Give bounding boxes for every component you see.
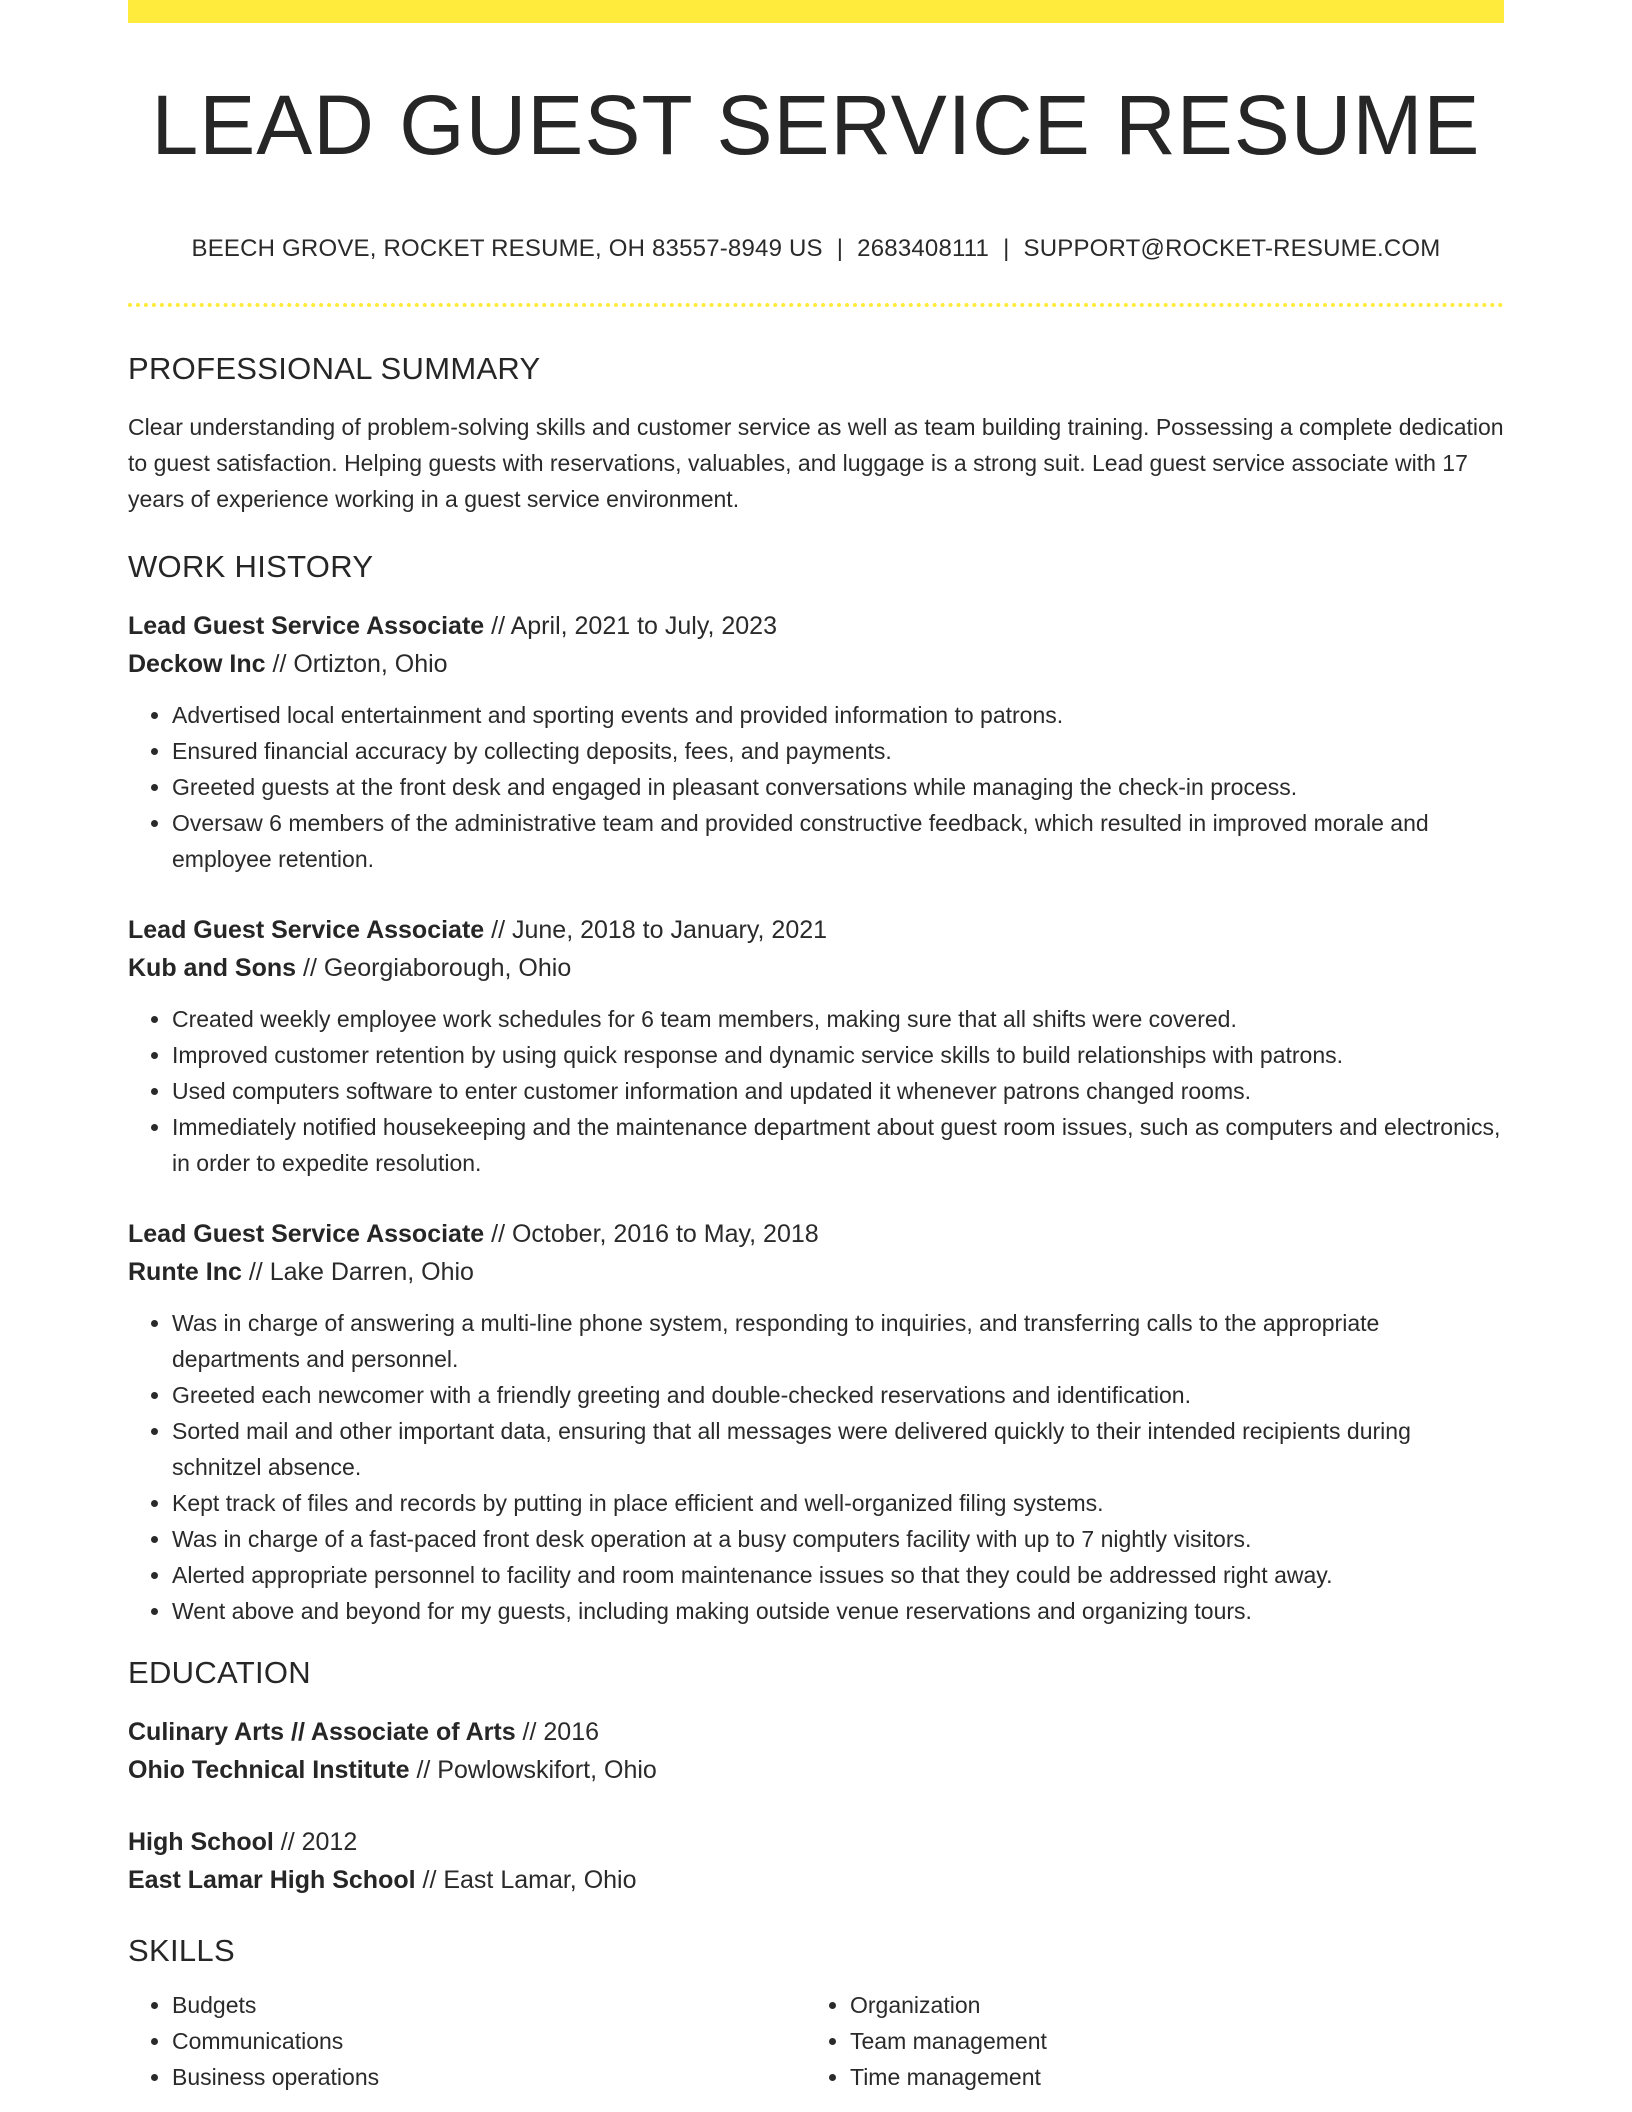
resume-page: [128, 0, 1504, 2095]
education-location: // Powlowskifort, Ohio: [409, 1756, 657, 1784]
contact-separator: |: [1003, 235, 1010, 262]
skills-grid: [128, 1987, 1504, 2095]
job-title-line: [128, 1215, 1504, 1253]
skills-heading: SKILLS: [128, 1933, 235, 1968]
job-dates: // June, 2018 to January, 2021: [484, 916, 828, 944]
job-title: Lead Guest Service Associate: [128, 916, 485, 944]
job-company-line: [128, 949, 1504, 987]
job-entry: [128, 607, 1504, 877]
job-company: Deckow Inc: [128, 650, 266, 678]
job-title-line: [128, 607, 1504, 645]
job-bullet: • Alerted appropriate personnel to facility and room maintenance issues so that they could be addressed right away.: [172, 1557, 1504, 1593]
job-bullet: • Sorted mail and other important data, ensuring that all messages were delivered quickly to their intended recipients during schnitzel absence.: [172, 1413, 1504, 1485]
job-title-line: [128, 911, 1504, 949]
job-bullets: [128, 1305, 1504, 1629]
education-degree: High School: [128, 1828, 274, 1856]
job-bullets: [128, 1001, 1504, 1181]
job-bullet: • Kept track of files and records by putting in place efficient and well-organized filing systems.: [172, 1485, 1504, 1521]
job-bullet: • Used computers software to enter customer information and updated it whenever patrons changed rooms.: [172, 1073, 1504, 1109]
job-location: // Lake Darren, Ohio: [241, 1258, 474, 1286]
job-bullet: • Improved customer retention by using quick response and dynamic service skills to build relationships with patrons.: [172, 1037, 1504, 1073]
skill-item: • Organization: [850, 1987, 1484, 2023]
work-history-heading: WORK HISTORY: [128, 549, 374, 584]
job-bullet: • Advertised local entertainment and sporting events and provided information to patrons.: [172, 697, 1504, 733]
skill-item: • Budgets: [172, 1987, 806, 2023]
contact-separator: |: [836, 235, 844, 262]
skill-item: • Team management: [850, 2023, 1484, 2059]
job-company-line: [128, 645, 1504, 683]
job-bullet: • Went above and beyond for my guests, including making outside venue reservations and organizing tours.: [172, 1593, 1504, 1629]
job-title: Lead Guest Service Associate: [128, 612, 485, 640]
job-location: // Ortizton, Ohio: [265, 650, 448, 678]
job-bullet: • Greeted each newcomer with a friendly greeting and double-checked reservations and identification.: [172, 1377, 1504, 1413]
education-school-line: [128, 1861, 1504, 1899]
job-bullet: • Created weekly employee work schedules for 6 team members, making sure that all shifts were covered.: [172, 1001, 1504, 1037]
job-bullet: • Greeted guests at the front desk and engaged in pleasant conversations while managing the check-in process.: [172, 769, 1504, 805]
skills-column-right: [806, 1987, 1484, 2095]
resume-title: LEAD GUEST SERVICE RESUME: [151, 78, 1481, 172]
skill-item: • Business operations: [172, 2059, 806, 2095]
job-entry: [128, 911, 1504, 1181]
contact-phone: 2683408111: [857, 235, 990, 262]
education-school: East Lamar High School: [128, 1866, 416, 1894]
job-bullet: • Was in charge of answering a multi-line phone system, responding to inquiries, and transferring calls to the appropriate departments and personnel.: [172, 1305, 1504, 1377]
contact-address: BEECH GROVE, ROCKET RESUME, OH 83557-8949 US: [191, 235, 823, 262]
accent-top-bar: [128, 0, 1504, 23]
education-heading: EDUCATION: [128, 1655, 311, 1690]
job-location: // Georgiaborough, Ohio: [296, 954, 572, 982]
education-entry: [128, 1713, 1504, 1789]
job-bullets: [128, 697, 1504, 877]
summary-heading: PROFESSIONAL SUMMARY: [128, 351, 541, 386]
job-company: Runte Inc: [128, 1258, 242, 1286]
job-bullet: • Oversaw 6 members of the administrative team and provided constructive feedback, which resulted in improved morale and employee retention.: [172, 805, 1504, 877]
summary-text: Clear understanding of problem-solving skills and customer service as well as team building training. Possessing a complete dedication to guest satisfaction. Helping guests with reservations, valuables, and luggage is a strong suit. Lead guest service associate with 17 years of experience working in a guest service environment.: [128, 414, 1504, 512]
job-dates: // April, 2021 to July, 2023: [484, 612, 777, 640]
education-degree-line: [128, 1713, 1504, 1751]
job-bullet: • Immediately notified housekeeping and the maintenance department about guest room issues, such as computers and electronics, in order to expedite resolution.: [172, 1109, 1504, 1181]
contact-line: [128, 235, 1504, 263]
education-school-line: [128, 1751, 1504, 1789]
job-dates: // October, 2016 to May, 2018: [484, 1220, 819, 1248]
job-company-line: [128, 1253, 1504, 1291]
job-bullet: • Ensured financial accuracy by collecting deposits, fees, and payments.: [172, 733, 1504, 769]
skill-item: • Communications: [172, 2023, 806, 2059]
education-year: // 2012: [273, 1828, 358, 1856]
contact-email: SUPPORT@ROCKET-RESUME.COM: [1023, 235, 1441, 262]
education-location: // East Lamar, Ohio: [415, 1866, 637, 1894]
job-title: Lead Guest Service Associate: [128, 1220, 485, 1248]
education-degree: Culinary Arts // Associate of Arts: [128, 1718, 516, 1746]
dotted-divider: [128, 303, 1504, 307]
education-entry: [128, 1823, 1504, 1899]
education-school: Ohio Technical Institute: [128, 1756, 410, 1784]
job-bullet: • Was in charge of a fast-paced front desk operation at a busy computers facility with up to 7 nightly visitors.: [172, 1521, 1504, 1557]
education-year: // 2016: [515, 1718, 600, 1746]
job-company: Kub and Sons: [128, 954, 297, 982]
skill-item: • Time management: [850, 2059, 1484, 2095]
skills-column-left: [128, 1987, 806, 2095]
education-degree-line: [128, 1823, 1504, 1861]
job-entry: [128, 1215, 1504, 1629]
